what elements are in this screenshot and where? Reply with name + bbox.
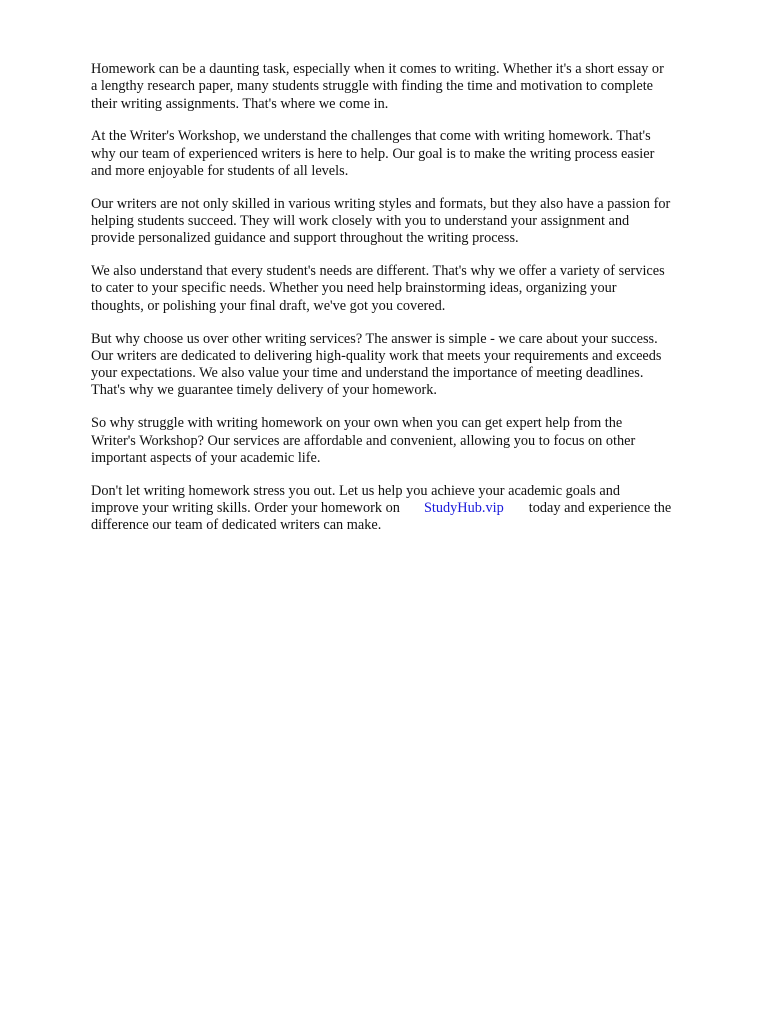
text-line: That's why we guarantee timely delivery of your homework. — [91, 382, 437, 399]
paragraph-services — [91, 263, 731, 315]
text-line: At the Writer's Workshop, we understand the challenges that come with writing homework. That's — [91, 128, 651, 145]
text-line: thoughts, or polishing your final draft, we've got you covered. — [91, 297, 446, 314]
text-line: Our writers are not only skilled in various writing styles and formats, but they also have a passion for — [91, 195, 671, 212]
text-fragment: today and experience the — [528, 499, 672, 516]
text-line: your expectations. We also value your time and understand the importance of meeting deadlines. — [91, 365, 644, 382]
studyhub-link[interactable]: StudyHub.vip — [423, 499, 504, 516]
text-line: Don't let writing homework stress you out. Let us help you achieve your academic goals and — [91, 482, 621, 499]
document-body — [91, 61, 731, 550]
paragraph-struggle — [91, 415, 731, 467]
text-line: provide personalized guidance and support throughout the writing process. — [91, 230, 519, 247]
paragraph-intro — [91, 61, 731, 113]
text-line: We also understand that every student's needs are different. That's why we offer a variety of services — [91, 263, 665, 280]
text-line-with-link — [91, 500, 731, 517]
text-line: Homework can be a daunting task, especially when it comes to writing. Whether it's a short essay or — [91, 61, 664, 77]
text-line: to cater to your specific needs. Whether you need help brainstorming ideas, organizing your — [91, 280, 617, 297]
paragraph-why-us — [91, 331, 731, 400]
text-line: Writer's Workshop? Our services are affordable and convenient, allowing you to focus on other — [91, 432, 636, 449]
paragraph-closing — [91, 483, 731, 535]
text-line: important aspects of your academic life. — [91, 449, 321, 466]
text-line: a lengthy research paper, many students struggle with finding the time and motivation to complete — [91, 78, 654, 95]
text-line: So why struggle with writing homework on your own when you can get expert help from the — [91, 415, 623, 432]
text-line: why our team of experienced writers is here to help. Our goal is to make the writing process easier — [91, 145, 655, 162]
text-line: But why choose us over other writing services? The answer is simple - we care about your success. — [91, 330, 658, 347]
text-line: difference our team of dedicated writers can make. — [91, 517, 382, 534]
paragraph-writers — [91, 196, 731, 248]
text-fragment: improve your writing skills. Order your homework on — [91, 499, 400, 516]
paragraph-workshop — [91, 128, 731, 180]
text-line: Our writers are dedicated to delivering high-quality work that meets your requirements and exceeds — [91, 347, 662, 364]
text-line: helping students succeed. They will work closely with you to understand your assignment and — [91, 213, 630, 230]
text-line: and more enjoyable for students of all levels. — [91, 162, 349, 179]
text-line: their writing assignments. That's where we come in. — [91, 95, 389, 112]
